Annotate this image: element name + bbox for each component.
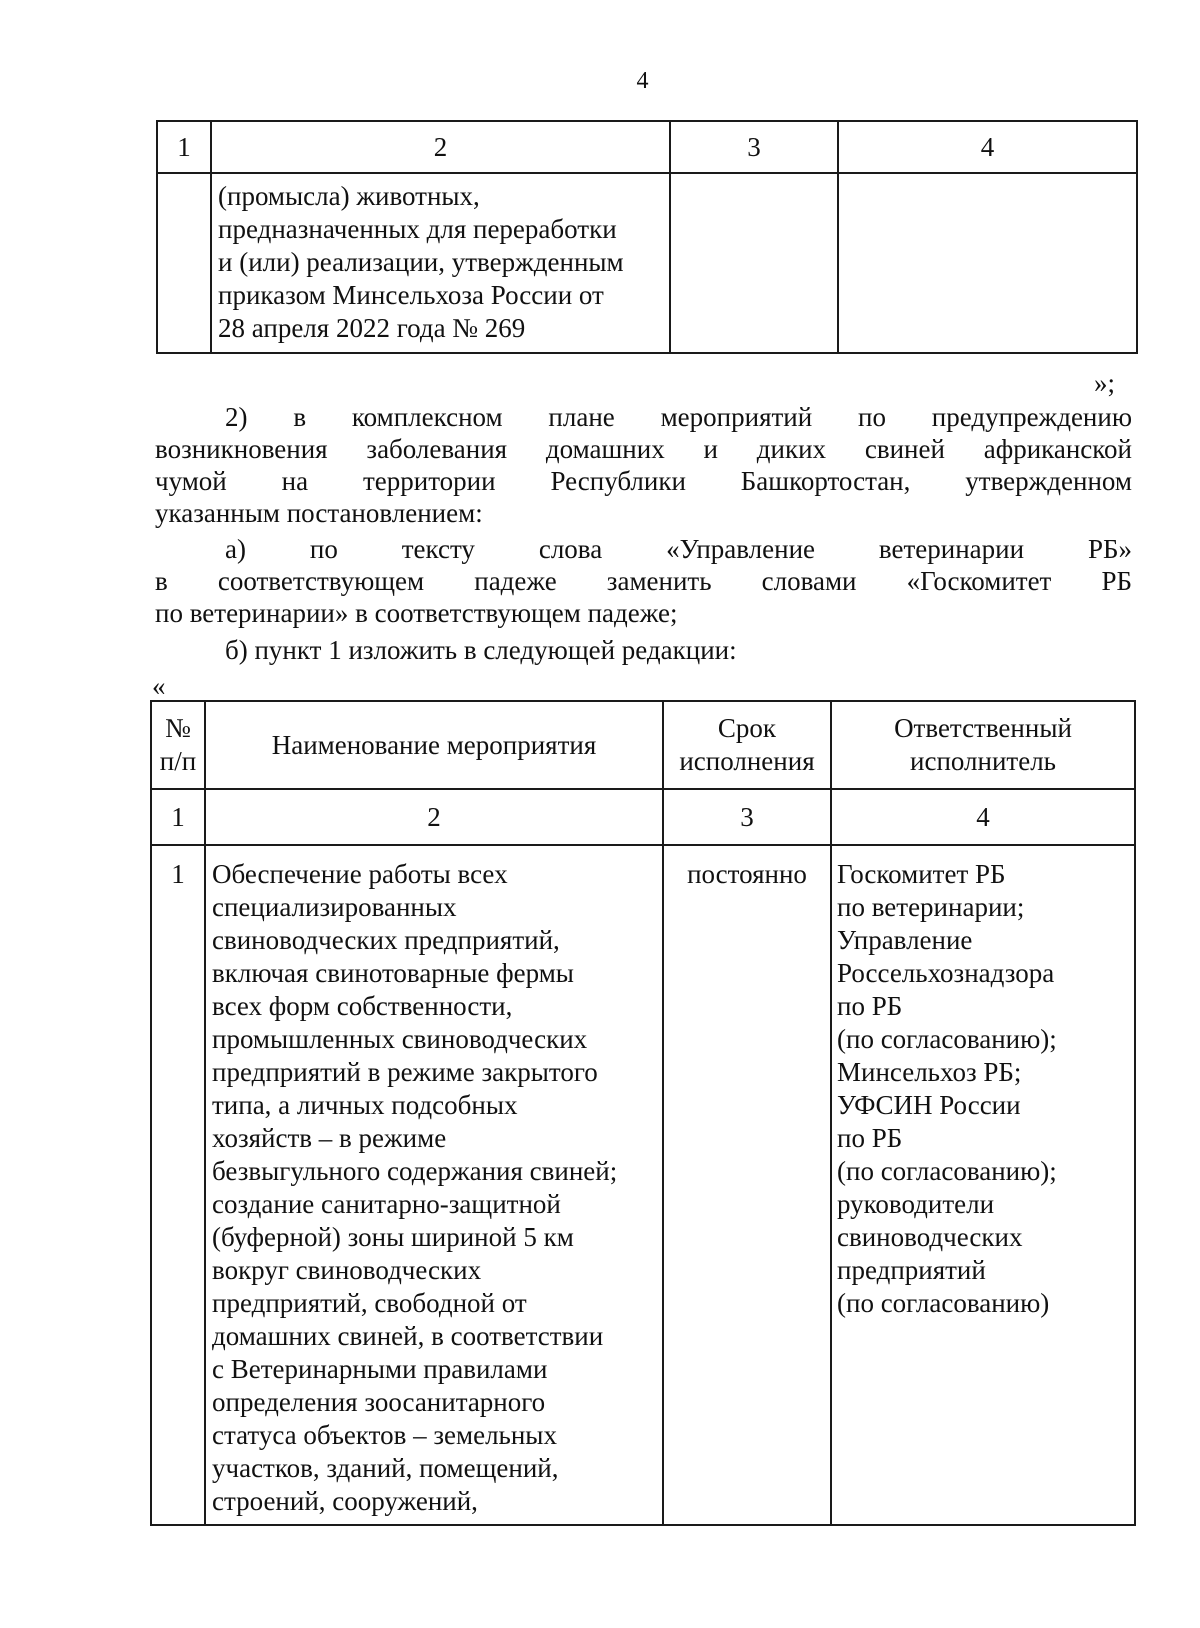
header-term: Срок исполнения (679, 713, 815, 776)
column-number-cell (838, 121, 1137, 173)
term-text: постоянно (687, 859, 807, 889)
term-cell (663, 845, 831, 1525)
term-text (671, 174, 837, 186)
responsible-cell (838, 173, 1137, 353)
column-number-cell (211, 121, 670, 173)
paragraph-2-line-1: 2) в комплексном плане мероприятий по предупреждению (225, 402, 1132, 432)
paragraph-b: б) пункт 1 изложить в следующей редакции: (225, 635, 737, 665)
event-name-text: (промысла) животных, предназначенных для переработки и (или) реализации, утвержденным приказом Минсельхоза России от 28 апреля 2022 года № 269 (218, 181, 624, 343)
header-number-cell (151, 701, 205, 789)
responsible-cell (831, 845, 1135, 1525)
table-row (151, 845, 1135, 1525)
column-number: 2 (433, 131, 448, 162)
row-number (158, 174, 210, 186)
paragraph-a-line-2: в соответствующем падеже заменить словами «Госкомитет РБ (155, 566, 1132, 596)
column-number-cell (151, 789, 205, 845)
row-number-cell (157, 173, 211, 353)
paragraph-2-line-2: возникновения заболевания домашних и диких свиней африканской (155, 434, 1132, 464)
page-number: 4 (636, 68, 649, 94)
paragraph-2-line-4: указанным постановлением: (155, 498, 483, 528)
measures-table (150, 700, 1136, 1526)
header-term-cell (663, 701, 831, 789)
paragraph-a-line-3: по ветеринарии» в соответствующем падеже; (155, 598, 678, 628)
table-header-row (151, 701, 1135, 789)
column-number-cell (157, 121, 211, 173)
event-name-text: Обеспечение работы всех специализированных свиноводческих предприятий, включая свинотоварные фермы всех форм собственности, промышленных свиноводческих предприятий в режиме закрытого типа, а личных подсобных хозяйств – в режиме безвыгульного содержания свиней; создание санитарно-защитной (буферной) зоны шириной 5 км вокруг свиноводческих предприятий, свободной от домашних свиней, в соответствии с Ветеринарными правилами определения зоосанитарного статуса объектов – земельных участков, зданий, помещений, строений, сооружений, (212, 859, 618, 1516)
event-name-cell (211, 173, 670, 353)
event-name-cell (205, 845, 663, 1525)
column-number-cell (670, 121, 838, 173)
column-number: 4 (980, 131, 995, 162)
continuation-table (156, 120, 1138, 354)
header-responsible: Ответственный исполнитель (894, 713, 1072, 776)
column-number: 3 (740, 801, 754, 832)
column-numbers-row (151, 789, 1135, 845)
header-number: № п/п (159, 713, 197, 776)
column-number: 1 (171, 801, 185, 832)
column-number-cell (205, 789, 663, 845)
row-number: 1 (171, 859, 185, 889)
paragraph-a-line-1: а) по тексту слова «Управление ветеринарии РБ» (225, 534, 1132, 564)
paragraph-2-line-3: чумой на территории Республики Башкортостан, утвержденном (155, 466, 1132, 496)
column-number: 1 (177, 131, 191, 162)
table-header-row (157, 121, 1137, 173)
header-name: Наименование мероприятия (271, 729, 597, 760)
column-number-cell (831, 789, 1135, 845)
header-responsible-cell (831, 701, 1135, 789)
opening-quote: « (152, 671, 166, 701)
closing-quote: »; (1094, 368, 1116, 398)
table-row (157, 173, 1137, 353)
column-number: 2 (427, 801, 441, 832)
column-number-cell (663, 789, 831, 845)
header-name-cell (205, 701, 663, 789)
responsible-text (839, 174, 1136, 186)
responsible-text: Госкомитет РБ по ветеринарии; Управление Россельхознадзора по РБ (по согласованию); Минсельхоз РБ; УФСИН России по РБ (по согласованию); руководители свиноводческих предприятий (по согласованию) (837, 859, 1057, 1318)
term-cell (670, 173, 838, 353)
column-number: 4 (976, 801, 990, 832)
column-number: 3 (747, 131, 761, 162)
row-number-cell (151, 845, 205, 1525)
